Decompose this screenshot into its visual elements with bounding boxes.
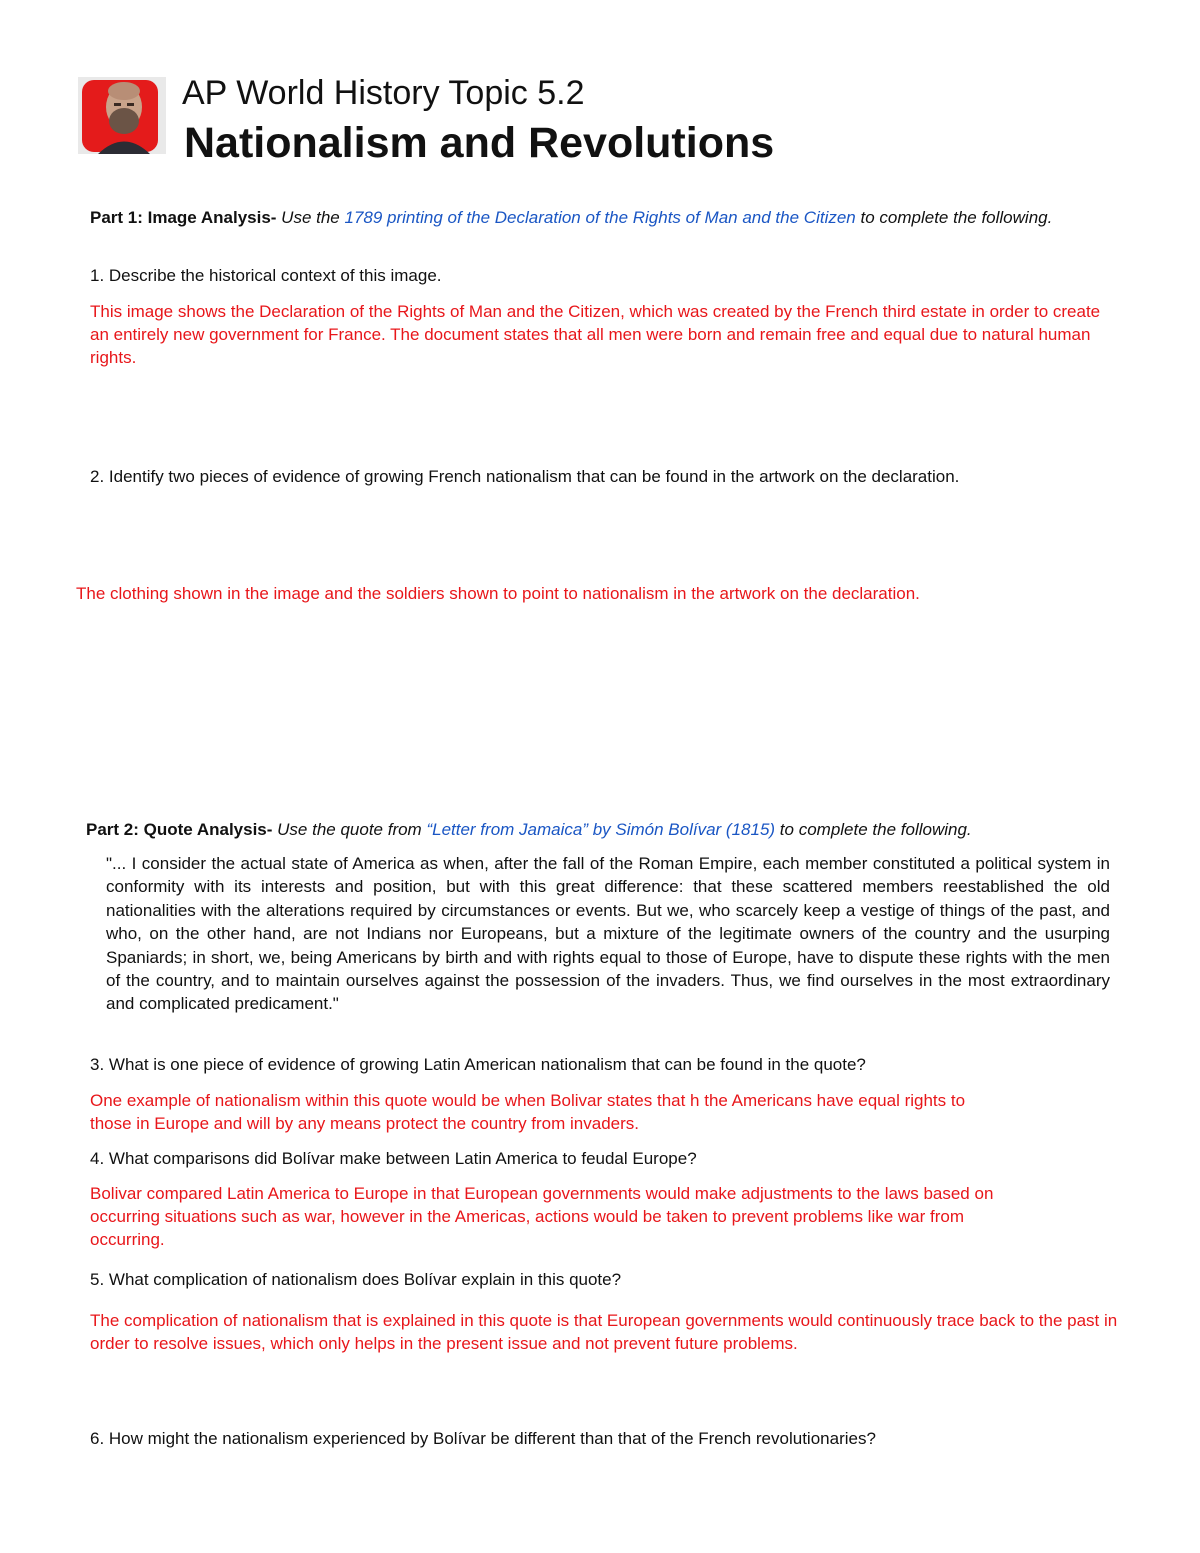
part2-label: Part 2: Quote Analysis- bbox=[86, 820, 273, 839]
answer-2: The clothing shown in the image and the soldiers shown to point to nationalism in the artwork on the declaration. bbox=[76, 584, 920, 603]
avatar-image bbox=[78, 77, 166, 154]
topic-heading: AP World History Topic 5.2 bbox=[182, 74, 585, 112]
part2-instructions bbox=[86, 818, 1116, 841]
question-1: 1. Describe the historical context of this image. bbox=[90, 266, 442, 285]
part2-instruction-pre: Use the quote from bbox=[272, 820, 427, 839]
part1-instructions bbox=[90, 206, 1100, 229]
page-title: Nationalism and Revolutions bbox=[184, 119, 775, 167]
bolivar-quote: "... I consider the actual state of America as when, after the fall of the Roman Empire, each member constituted a political system in conformity with its interests and position, but with this great difference: that these scattered members reestablished the old nationalities with the alterations required by circumstances or events. But we, who scarcely keep a vestige of things of the past, and who, on the other hand, are not Indians nor Europeans, but a mixture of the legitimate owners of the country and the usurping Spaniards; in short, we, being Americans by birth and with rights equal to those of Europe, have to dispute these rights with the men of the country, and to maintain ourselves against the possession of the invaders. Thus, we find ourselves in the most extraordinary and complicated predicament." bbox=[106, 854, 1110, 1014]
answer-3: One example of nationalism within this quote would be when Bolivar states that h the Americans have equal rights to those in Europe and will by any means protect the country from invaders. bbox=[90, 1091, 966, 1133]
question-3: 3. What is one piece of evidence of growing Latin American nationalism that can be found in the quote? bbox=[90, 1055, 866, 1074]
answer-5: The complication of nationalism that is explained in this quote is that European governments would continuously trace back to the past in order to resolve issues, which only helps in the present issue and not prevent future problems. bbox=[90, 1311, 1118, 1353]
answer-4: Bolivar compared Latin America to Europe in that European governments would make adjustments to the laws based on occurring situations such as war, however in the Americas, actions would be taken to prevent problems like war from occurring. bbox=[90, 1184, 994, 1249]
part2-source-link[interactable]: “Letter from Jamaica” by Simón Bolívar (1815) bbox=[426, 820, 776, 839]
question-5: 5. What complication of nationalism does Bolívar explain in this quote? bbox=[90, 1270, 622, 1289]
question-6: 6. How might the nationalism experienced by Bolívar be different than that of the French revolutionaries? bbox=[90, 1429, 876, 1448]
question-4: 4. What comparisons did Bolívar make between Latin America to feudal Europe? bbox=[90, 1149, 697, 1168]
part2-instruction-post: to complete the following. bbox=[775, 820, 972, 839]
part1-label: Part 1: Image Analysis- bbox=[90, 208, 277, 227]
author-avatar bbox=[78, 77, 166, 154]
question-2: 2. Identify two pieces of evidence of growing French nationalism that can be found in the artwork on the declaration. bbox=[90, 467, 960, 486]
part1-instruction-pre: Use the bbox=[276, 208, 345, 227]
part1-source-link[interactable]: 1789 printing of the Declaration of the Rights of Man and the Citizen bbox=[344, 208, 856, 227]
part1-instruction-post: to complete the following. bbox=[855, 208, 1053, 227]
answer-1: This image shows the Declaration of the Rights of Man and the Citizen, which was created by the French third estate in order to create an entirely new government for France. The document states that all men were born and remain free and equal due to natural human rights. bbox=[90, 302, 1101, 367]
